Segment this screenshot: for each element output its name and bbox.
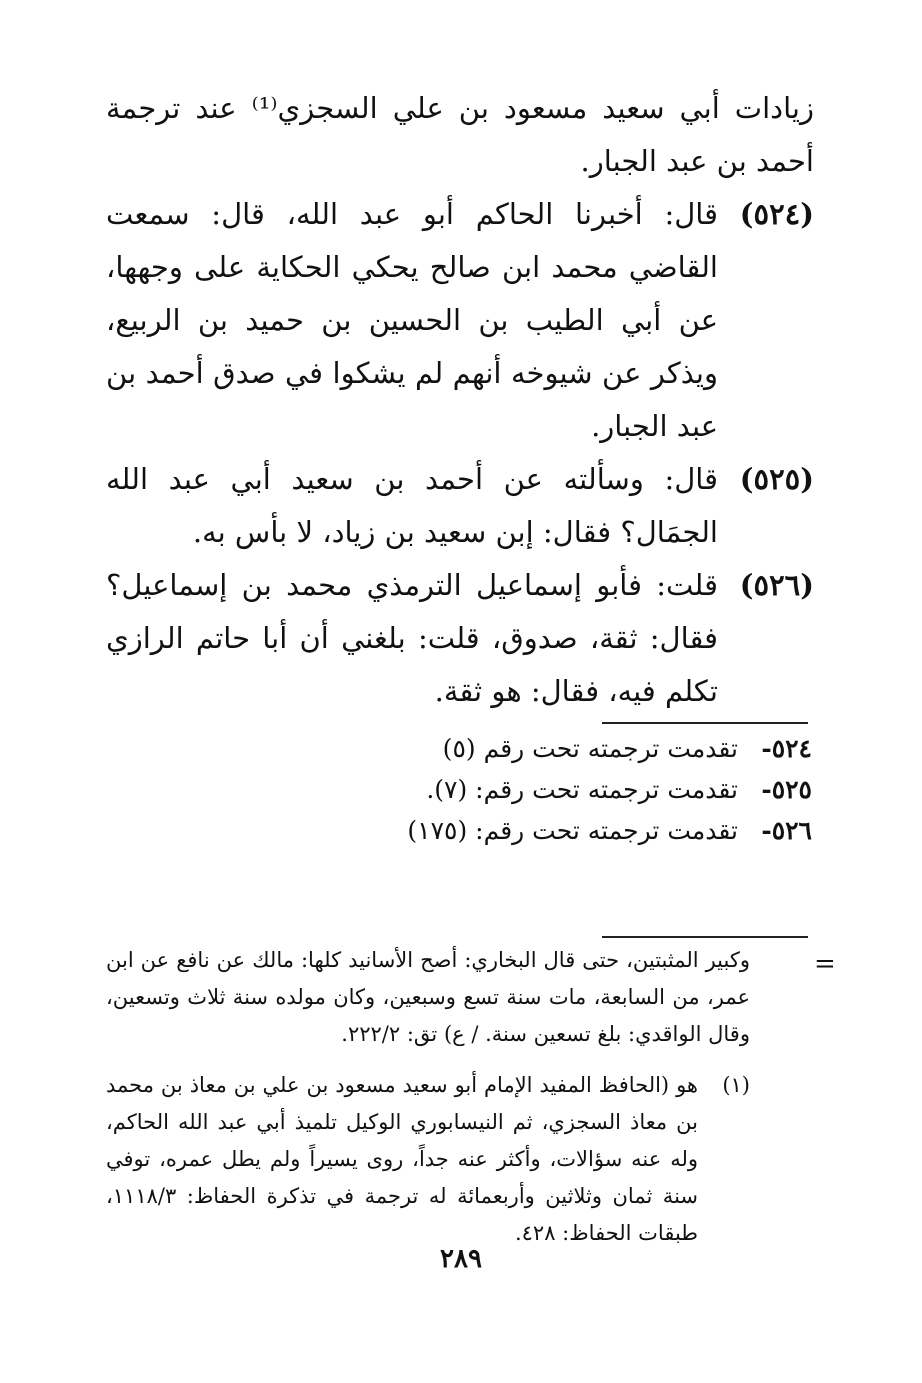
footnote-1: [106, 1067, 750, 1252]
reference-line: [392, 810, 812, 851]
entry-text: قال: وسألته عن أحمد بن سعيد أبي عبد الله الجمَال؟ فقال: إبن سعيد بن زياد، لا بأس به.: [106, 462, 718, 549]
references-list: [392, 728, 812, 851]
footnote-number: (١): [722, 1073, 750, 1097]
reference-text: تقدمت ترجمته تحت رقم: (١٧٥): [407, 816, 738, 845]
entry-number: (٥٢٦): [739, 568, 814, 602]
main-text-block: [106, 82, 814, 718]
reference-number: ٥٢٤-: [761, 734, 812, 763]
references-divider: [602, 722, 808, 724]
footnote-text: هو (الحافظ المفيد الإمام أبو سعيد مسعود بن علي بن معاذ بن محمد بن معاذ السجزي، ثم النيسابوري الوكيل تلميذ أبي عبد الله الحاكم، وله عنه سؤالات، وأكثر عنه جداً، روى يسيراً ولم يطل عمره، توفي سنة ثمان وثلاثين وأربعمائة له ترجمة في تذكرة الحفاظ: ١١١٨/٣، طبقات الحفاظ: ٤٢٨.: [106, 1073, 698, 1245]
entry-526: [106, 559, 814, 718]
reference-text: تقدمت ترجمته تحت رقم (٥): [442, 734, 738, 763]
entry-number: (٥٢٥): [739, 462, 814, 496]
reference-line: [392, 769, 812, 810]
reference-number: ٥٢٥-: [761, 775, 812, 804]
reference-line: [392, 728, 812, 769]
entry-524: [106, 188, 814, 453]
footnote-continuation: وكبير المثبتين، حتى قال البخاري: أصح الأسانيد كلها: مالك عن نافع عن ابن عمر، من السابعة، مات سنة تسع وسبعين، وكان مولده سنة ثلاث وتسعين، وقال الواقدي: بلغ تسعين سنة. / ع) تق: ٢٢٢/٢.: [106, 948, 750, 1046]
continuation-mark: =: [814, 949, 836, 979]
footnotes-divider: [602, 936, 808, 938]
entry-text: قلت: فأبو إسماعيل الترمذي محمد بن إسماعيل؟ فقال: ثقة، صدوق، قلت: بلغني أن أبا حاتم الرازي تكلم فيه، فقال: هو ثقة.: [106, 568, 718, 708]
entry-525: [106, 453, 814, 559]
footnotes-block: [106, 942, 750, 1252]
reference-text: تقدمت ترجمته تحت رقم: (٧).: [426, 775, 738, 804]
intro-paragraph: زيادات أبي سعيد مسعود بن علي السجزي⁽¹⁾ عند ترجمة أحمد بن عبد الجبار.: [106, 91, 814, 178]
entry-number: (٥٢٤): [739, 197, 814, 231]
page-number: ٢٨٩: [440, 1244, 482, 1274]
entry-text: قال: أخبرنا الحاكم أبو عبد الله، قال: سمعت القاضي محمد ابن صالح يحكي الحكاية على وجهها، عن أبي الطيب بن الحسين بن حميد بن الربيع، ويذكر عن شيوخه أنهم لم يشكوا في صدق أحمد بن عبد الجبار.: [106, 197, 718, 443]
reference-number: ٥٢٦-: [761, 816, 812, 845]
